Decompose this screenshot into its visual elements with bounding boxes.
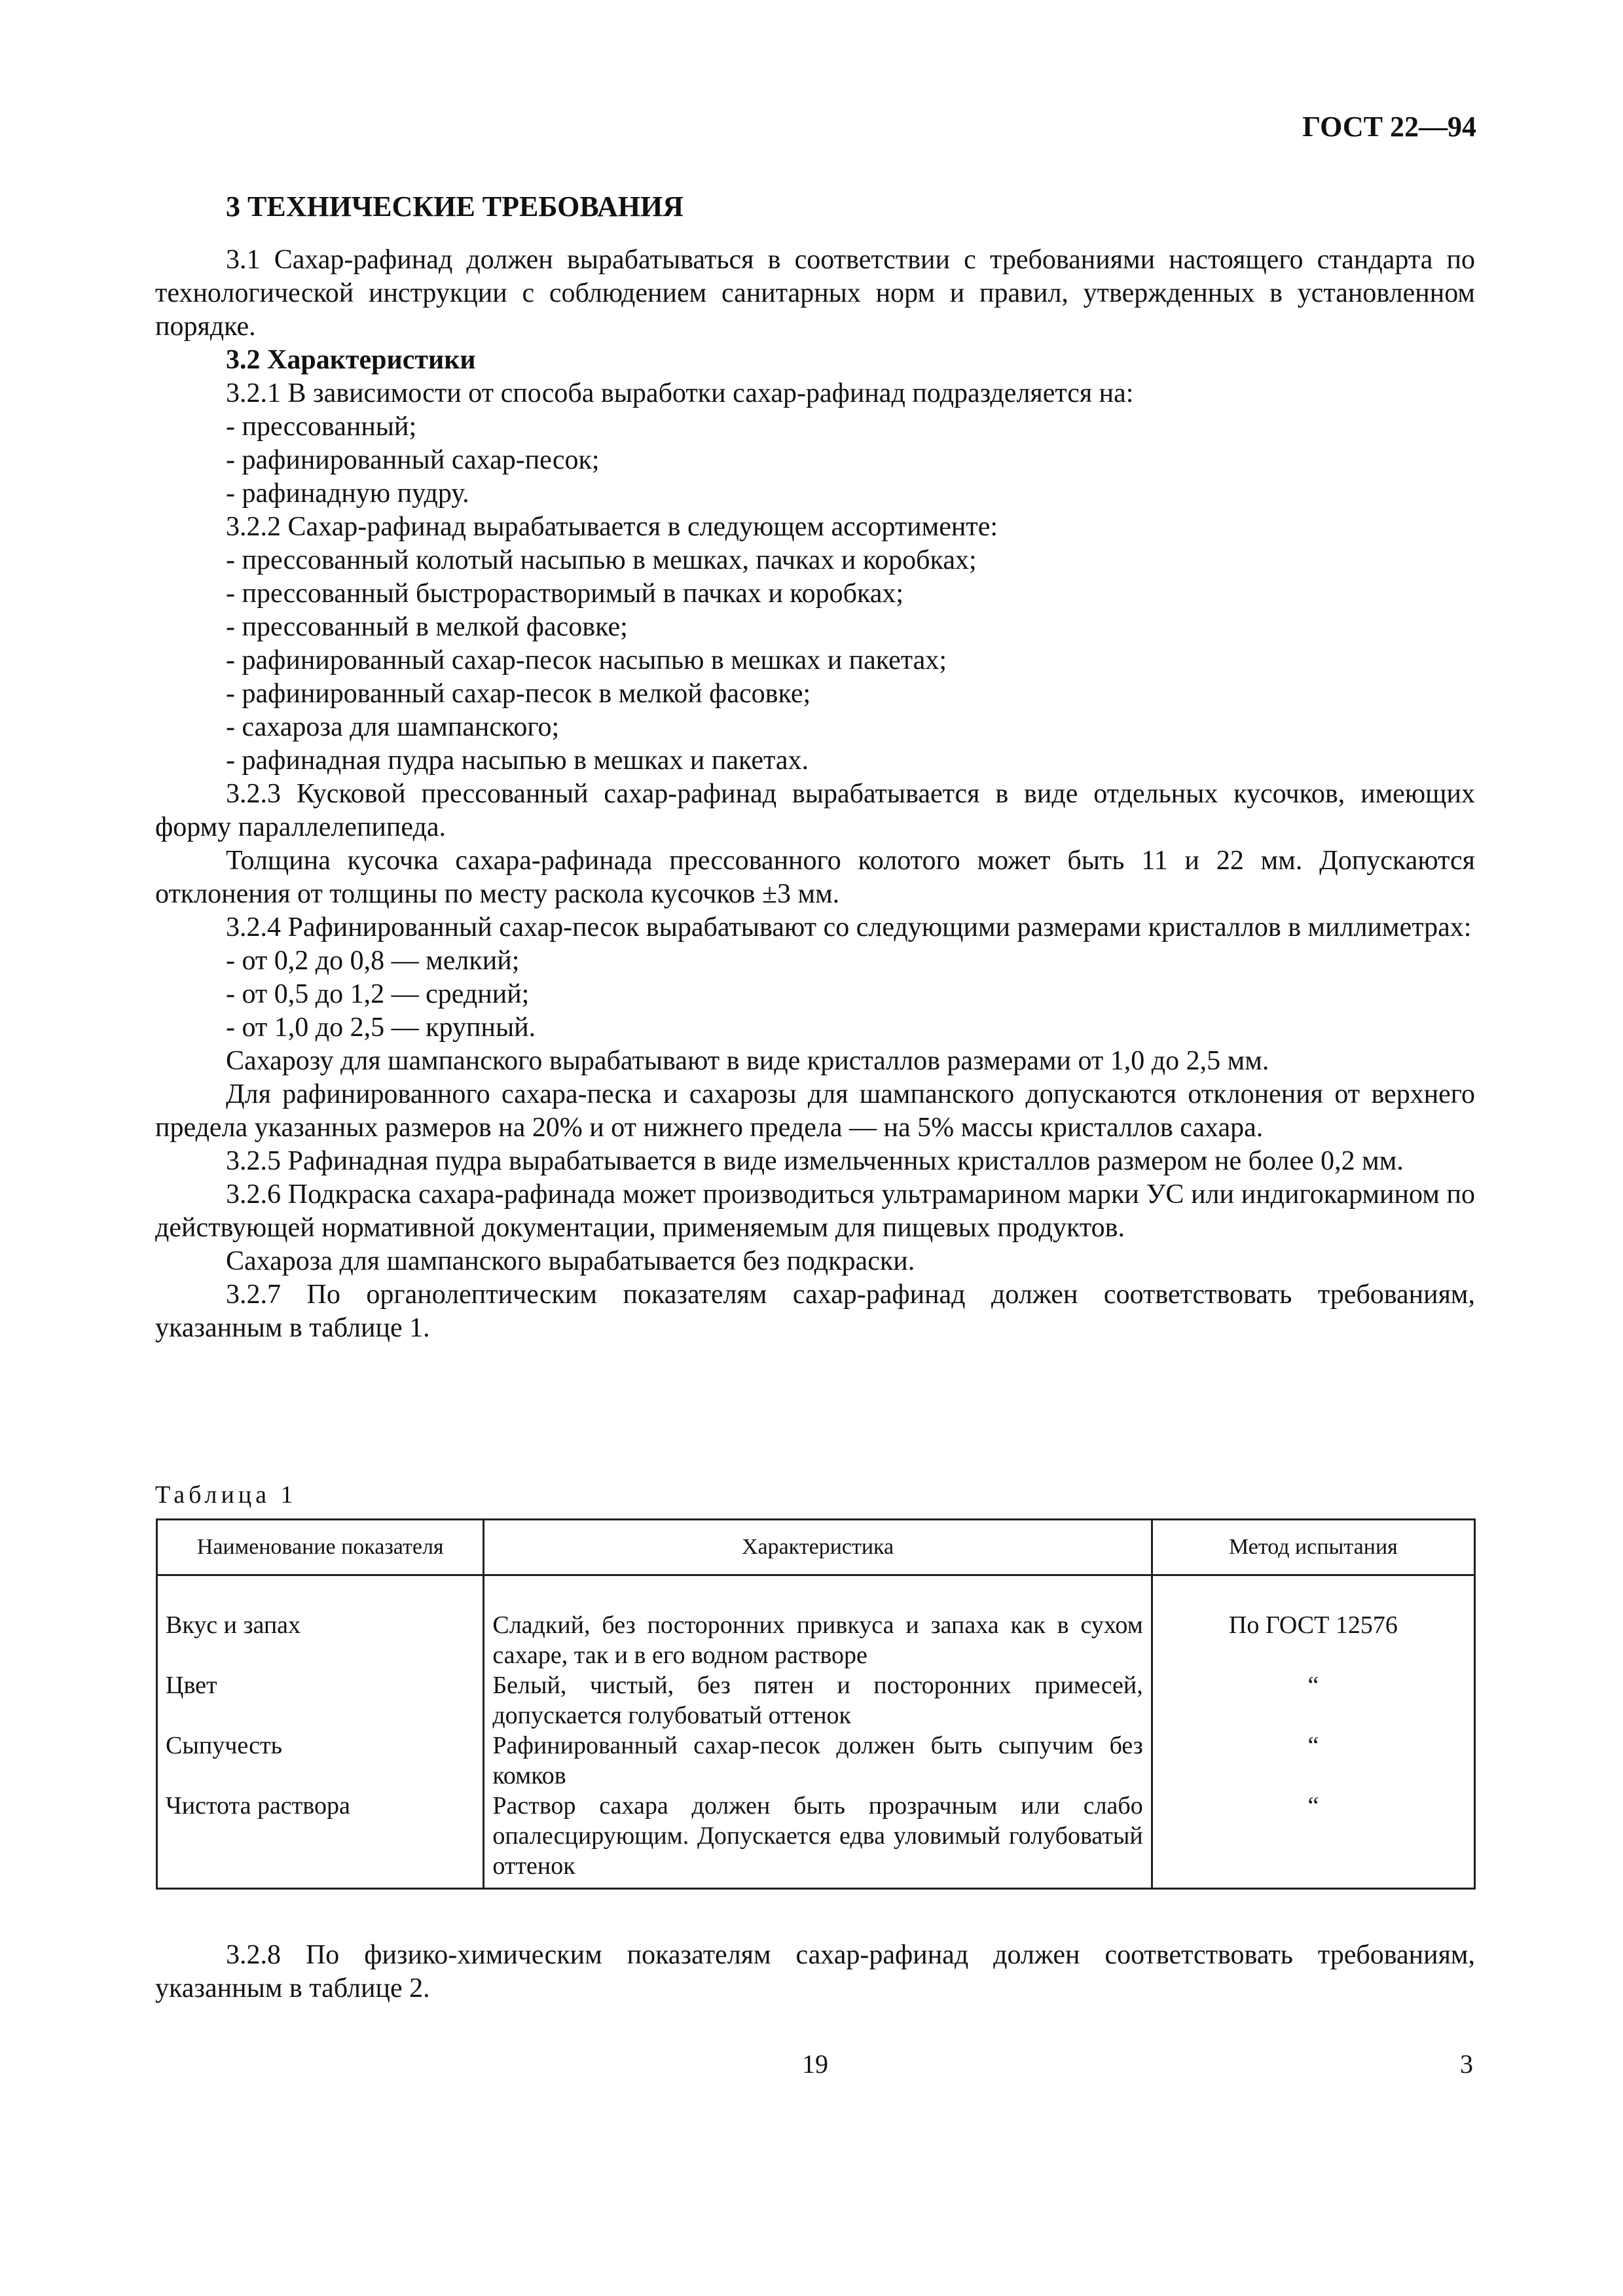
table-cell: “ bbox=[1152, 1791, 1474, 1889]
paragraph-3-2-8: 3.2.8 По физико-химическим показателям сахар-рафинад должен соответствовать требованиям, указанным в таблице 2. bbox=[155, 1940, 1475, 2003]
subsection-title-3-2: 3.2 Характеристики bbox=[226, 345, 476, 375]
column-header: Характеристика bbox=[484, 1520, 1152, 1575]
table-cell: Раствор сахара должен быть прозрачным или слабо опалесцирующим. Допускается едва уловимый голубоватый оттенок bbox=[484, 1791, 1152, 1889]
list-item: - прессованный быстрорастворимый в пачках и коробках; bbox=[226, 579, 904, 609]
paragraph-3-2-2: 3.2.2 Сахар-рафинад вырабатывается в следующем ассортименте: bbox=[226, 512, 998, 542]
table-row bbox=[157, 1731, 1475, 1791]
list-item: - сахароза для шампанского; bbox=[226, 712, 560, 742]
table-row bbox=[157, 1791, 1475, 1889]
paragraph-thickness: Толщина кусочка сахара-рафинада прессованного колотого может быть 11 и 22 мм. Допускаются отклонения от толщины по месту раскола кусочков ±3 мм. bbox=[155, 846, 1475, 909]
column-header: Наименование показателя bbox=[157, 1520, 484, 1575]
table-cell: Цвет bbox=[157, 1670, 484, 1731]
paragraph-3-1: 3.1 Сахар-рафинад должен вырабатываться в соответствии с требованиями настоящего стандарта по технологической инструкции с соблюдением санитарных норм и правил, утвержденных в установленном порядке. bbox=[155, 245, 1475, 342]
table-cell: Белый, чистый, без пятен и посторонних примесей, допускается голубоватый оттенок bbox=[484, 1670, 1152, 1731]
table-row bbox=[157, 1575, 1475, 1671]
list-item: - рафинированный сахар-песок в мелкой фасовке; bbox=[226, 679, 811, 709]
table-caption: Таблица 1 bbox=[155, 1481, 297, 1509]
paragraph-3-2-6: 3.2.6 Подкраска сахара-рафинада может производиться ультрамарином марки УС или индигокармином по действующей нормативной документации, применяемым для пищевых продуктов. bbox=[155, 1179, 1475, 1243]
table-cell: Рафинированный сахар-песок должен быть сыпучим без комков bbox=[484, 1731, 1152, 1791]
after-table-text bbox=[155, 1939, 1475, 2005]
table-cell: Сладкий, без посторонних привкуса и запаха как в сухом сахаре, так и в его водном растворе bbox=[484, 1575, 1152, 1671]
paragraph-3-2-3: 3.2.3 Кусковой прессованный сахар-рафинад вырабатывается в виде отдельных кусочков, имеющих форму параллелепипеда. bbox=[155, 779, 1475, 842]
table-cell: “ bbox=[1152, 1731, 1474, 1791]
table-row bbox=[157, 1670, 1475, 1731]
list-item: - рафинированный сахар-песок; bbox=[226, 445, 600, 475]
page-number-center: 19 bbox=[802, 2049, 828, 2079]
paragraph-deviation: Для рафинированного сахара-песка и сахарозы для шампанского допускаются отклонения от верхнего предела указанных размеров на 20% и от нижнего предела — на 5% массы кристаллов сахара. bbox=[155, 1079, 1475, 1143]
paragraph-3-2-5: 3.2.5 Рафинадная пудра вырабатывается в виде измельченных кристаллов размером не более 0,2 мм. bbox=[226, 1146, 1404, 1176]
paragraph-3-2-7: 3.2.7 По органолептическим показателям сахар-рафинад должен соответствовать требованиям, указанным в таблице 1. bbox=[155, 1280, 1475, 1343]
section-body bbox=[155, 243, 1475, 1345]
table-cell: По ГОСТ 12576 bbox=[1152, 1575, 1474, 1671]
column-header: Метод испытания bbox=[1152, 1520, 1474, 1575]
table-cell: Вкус и запах bbox=[157, 1575, 484, 1671]
list-item: - рафинированный сахар-песок насыпью в мешках и пакетах; bbox=[226, 645, 947, 675]
list-item: - прессованный колотый насыпью в мешках, пачках и коробках; bbox=[226, 545, 977, 575]
list-item: - от 0,5 до 1,2 — средний; bbox=[226, 979, 530, 1009]
table-cell: “ bbox=[1152, 1670, 1474, 1731]
list-item: - от 0,2 до 0,8 — мелкий; bbox=[226, 946, 520, 976]
section-title: 3 ТЕХНИЧЕСКИЕ ТРЕБОВАНИЯ bbox=[226, 190, 684, 223]
paragraph-sucrose: Сахарозу для шампанского вырабатывают в виде кристаллов размерами от 1,0 до 2,5 мм. bbox=[226, 1046, 1269, 1076]
table-header-row bbox=[157, 1520, 1475, 1575]
table-cell: Чистота раствора bbox=[157, 1791, 484, 1889]
list-item: - рафинадная пудра насыпью в мешках и пакетах. bbox=[226, 745, 809, 776]
list-item: - прессованный; bbox=[226, 412, 417, 442]
page-number-right: 3 bbox=[1460, 2049, 1473, 2079]
paragraph-3-2-4: 3.2.4 Рафинированный сахар-песок вырабатывают со следующими размерами кристаллов в миллиметрах: bbox=[226, 912, 1472, 942]
paragraph-3-2-1: 3.2.1 В зависимости от способа выработки сахар-рафинад подразделяется на: bbox=[226, 378, 1134, 408]
table-organoleptic bbox=[156, 1518, 1476, 1890]
list-item: - прессованный в мелкой фасовке; bbox=[226, 612, 628, 642]
paragraph-no-coloring: Сахароза для шампанского вырабатывается без подкраски. bbox=[226, 1246, 915, 1276]
list-item: - от 1,0 до 2,5 — крупный. bbox=[226, 1013, 536, 1043]
document-code: ГОСТ 22—94 bbox=[1302, 111, 1476, 143]
list-item: - рафинадную пудру. bbox=[226, 478, 469, 509]
table-cell: Сыпучесть bbox=[157, 1731, 484, 1791]
